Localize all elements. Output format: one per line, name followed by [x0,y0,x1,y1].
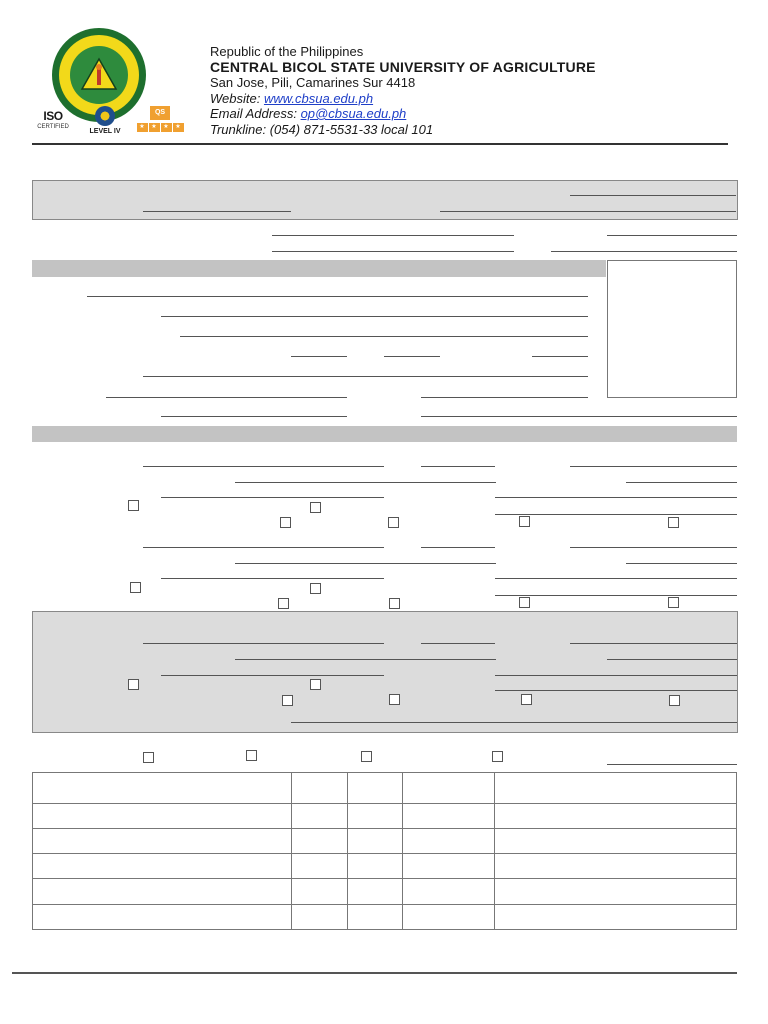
field-line[interactable] [291,356,347,357]
option-checkbox[interactable] [310,583,321,594]
field-line[interactable] [551,251,737,252]
table-row [33,854,737,879]
field-line[interactable] [607,659,737,660]
top-field-line[interactable] [570,195,736,196]
option-checkbox[interactable] [130,582,141,593]
field-line[interactable] [291,722,737,723]
table-cell[interactable] [403,829,495,854]
field-line[interactable] [235,482,496,483]
trunkline: Trunkline: (054) 871-5531-33 local 101 [210,121,434,137]
field-line[interactable] [272,235,514,236]
table-cell[interactable] [403,854,495,879]
field-line[interactable] [626,563,737,564]
qs-stars-badge: QS ★ ★ ★ ★ [136,106,184,132]
field-line[interactable] [495,690,737,691]
field-line[interactable] [161,675,384,676]
university-name: CENTRAL BICOL STATE UNIVERSITY OF AGRICULTURE [210,58,596,75]
top-field-line[interactable] [143,211,291,212]
table-cell[interactable] [403,773,495,804]
table-cell[interactable] [347,773,403,804]
option-checkbox[interactable] [388,517,399,528]
field-line[interactable] [161,416,347,417]
seal-triangle-icon [79,55,119,95]
field-line[interactable] [421,547,495,548]
section-header-bar [32,260,606,277]
table-cell[interactable] [347,854,403,879]
table-cell[interactable] [33,854,292,879]
option-checkbox[interactable] [278,598,289,609]
table-cell[interactable] [347,879,403,905]
footer-divider [12,972,737,974]
table-cell[interactable] [33,804,292,829]
field-line[interactable] [272,251,514,252]
option-checkbox[interactable] [143,752,154,763]
table-row [33,905,737,930]
table-cell[interactable] [495,854,737,879]
option-checkbox[interactable] [519,516,530,527]
top-field-line[interactable] [440,211,736,212]
republic-line: Republic of the Philippines [210,44,364,59]
iso-certified-badge: ISO CERTIFIED [37,109,69,130]
field-line[interactable] [421,643,495,644]
field-line[interactable] [495,595,737,596]
table-cell[interactable] [33,829,292,854]
field-line[interactable] [143,376,588,377]
top-info-band [32,180,738,220]
table-cell[interactable] [291,905,347,930]
records-table [32,772,737,930]
table-cell[interactable] [495,905,737,930]
field-line[interactable] [180,336,588,337]
field-line[interactable] [421,416,737,417]
option-checkbox[interactable] [519,597,530,608]
email-link[interactable]: op@cbsua.edu.ph [300,106,407,121]
field-line[interactable] [161,316,588,317]
field-line[interactable] [532,356,588,357]
field-line[interactable] [495,497,737,498]
option-checkbox[interactable] [668,597,679,608]
table-cell[interactable] [33,905,292,930]
option-checkbox[interactable] [280,517,291,528]
field-line[interactable] [607,235,737,236]
level-seal-icon [95,106,115,126]
table-cell[interactable] [291,829,347,854]
table-cell[interactable] [291,804,347,829]
field-line[interactable] [87,296,588,297]
level-iv-badge: LEVEL IV [84,106,126,139]
table-cell[interactable] [495,829,737,854]
table-row [33,879,737,905]
field-line[interactable] [570,547,737,548]
option-checkbox[interactable] [669,695,680,706]
field-line[interactable] [106,397,347,398]
table-cell[interactable] [33,879,292,905]
field-line[interactable] [570,466,737,467]
table-cell[interactable] [347,905,403,930]
guardian-info-band [32,611,738,733]
field-line[interactable] [495,514,737,515]
qs-star-icons: ★ ★ ★ ★ [136,123,184,132]
option-checkbox[interactable] [246,750,257,761]
option-checkbox[interactable] [310,679,321,690]
field-line[interactable] [143,643,384,644]
website-link[interactable]: www.cbsua.edu.ph [263,90,374,106]
field-line[interactable] [161,578,384,579]
field-line[interactable] [570,643,737,644]
table-header-row [33,773,737,804]
option-checkbox[interactable] [128,500,139,511]
table-cell[interactable] [495,804,737,829]
table-row [33,804,737,829]
table-cell[interactable] [33,773,292,804]
option-checkbox[interactable] [389,598,400,609]
field-line[interactable] [143,547,384,548]
table-cell[interactable] [403,804,495,829]
field-line[interactable] [421,397,588,398]
field-line[interactable] [495,578,737,579]
table-cell[interactable] [347,829,403,854]
field-line[interactable] [384,356,440,357]
option-checkbox[interactable] [389,694,400,705]
table-cell[interactable] [495,879,737,905]
section-header-bar [32,426,737,442]
field-line[interactable] [161,497,384,498]
header-divider [32,143,728,145]
option-checkbox[interactable] [128,679,139,690]
option-checkbox[interactable] [361,751,372,762]
photo-box [607,260,737,398]
table-cell[interactable] [403,879,495,905]
field-line[interactable] [495,675,737,676]
option-checkbox[interactable] [282,695,293,706]
field-line[interactable] [607,764,737,765]
table-cell[interactable] [291,773,347,804]
option-checkbox[interactable] [668,517,679,528]
table-cell[interactable] [495,773,737,804]
option-checkbox[interactable] [521,694,532,705]
field-line[interactable] [235,563,496,564]
address-line: San Jose, Pili, Camarines Sur 4418 [210,75,416,90]
field-line[interactable] [143,466,384,467]
field-line[interactable] [626,482,737,483]
letterhead-text: Republic of the Philippines CENTRAL BICOL STATE UNIVERSITY OF AGRICULTURE San Jose, Pili, Camarines Sur 4418 Website: www.cbsua.edu.ph Email Address: op@cbsua.edu.ph Trunkline: (054) 871-5531-33 local 101 [210,44,596,137]
field-line[interactable] [235,659,496,660]
table-cell[interactable] [347,804,403,829]
option-checkbox[interactable] [310,502,321,513]
option-checkbox[interactable] [492,751,503,762]
field-line[interactable] [421,466,495,467]
table-cell[interactable] [403,905,495,930]
table-cell[interactable] [291,879,347,905]
table-row [33,829,737,854]
table-cell[interactable] [291,854,347,879]
